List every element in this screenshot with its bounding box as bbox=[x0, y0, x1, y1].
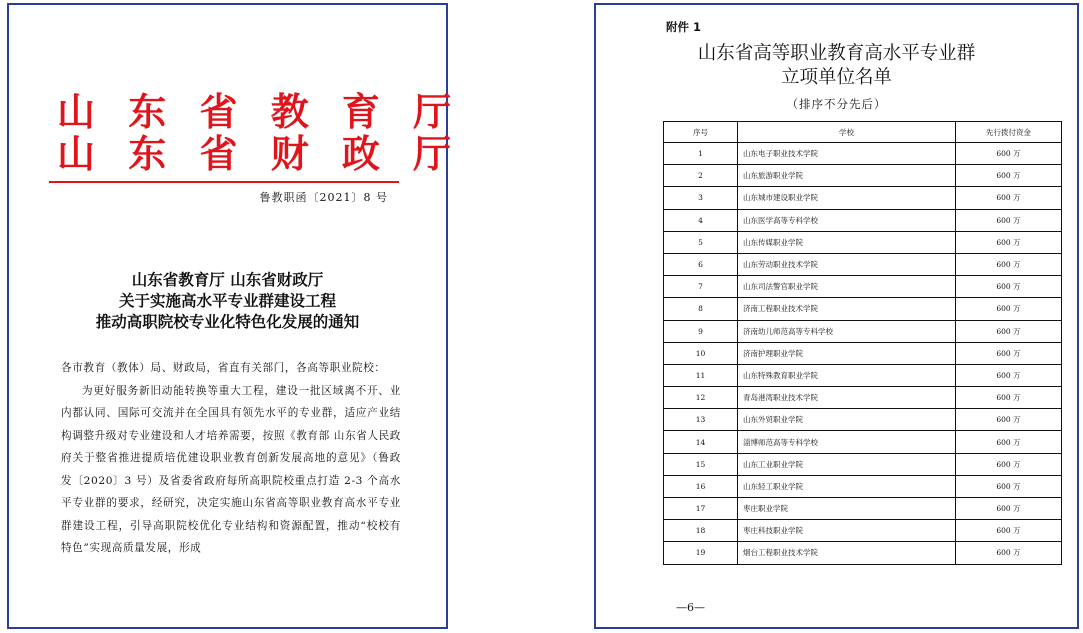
row-number: 19 bbox=[664, 542, 738, 564]
list-title-line-1: 山东省高等职业教育高水平专业群 bbox=[697, 43, 976, 64]
row-funding: 600 万 bbox=[956, 409, 1062, 431]
row-funding: 600 万 bbox=[956, 542, 1062, 564]
row-number: 6 bbox=[664, 253, 738, 275]
header-school: 学校 bbox=[738, 122, 956, 143]
header-number: 序号 bbox=[664, 122, 738, 143]
row-school-name: 山东传媒职业学院 bbox=[738, 231, 956, 253]
row-school-name: 山东特殊教育职业学院 bbox=[738, 364, 956, 386]
school-list-table bbox=[663, 121, 1062, 565]
table-row bbox=[664, 475, 1062, 497]
header-funding: 先行拨付资金 bbox=[956, 122, 1062, 143]
red-separator-line bbox=[49, 181, 399, 183]
table-row bbox=[664, 276, 1062, 298]
row-school-name: 济南幼儿师范高等专科学校 bbox=[738, 320, 956, 342]
row-funding: 600 万 bbox=[956, 143, 1062, 165]
row-number: 7 bbox=[664, 276, 738, 298]
row-school-name: 淄博师范高等专科学校 bbox=[738, 431, 956, 453]
row-number: 5 bbox=[664, 231, 738, 253]
row-school-name: 济南工程职业技术学院 bbox=[738, 298, 956, 320]
row-funding: 600 万 bbox=[956, 320, 1062, 342]
row-funding: 600 万 bbox=[956, 231, 1062, 253]
row-school-name: 山东电子职业技术学院 bbox=[738, 143, 956, 165]
row-number: 1 bbox=[664, 143, 738, 165]
document-number: 鲁教职函〔2021〕8 号 bbox=[259, 191, 388, 204]
row-number: 16 bbox=[664, 475, 738, 497]
row-school-name: 山东劳动职业技术学院 bbox=[738, 253, 956, 275]
row-school-name: 青岛港湾职业技术学院 bbox=[738, 387, 956, 409]
notice-title-line-1: 山东省教育厅 山东省财政厅 bbox=[131, 270, 324, 289]
row-funding: 600 万 bbox=[956, 498, 1062, 520]
row-funding: 600 万 bbox=[956, 453, 1062, 475]
row-funding: 600 万 bbox=[956, 165, 1062, 187]
list-subtitle: （排序不分先后） bbox=[786, 97, 887, 111]
left-document-page bbox=[7, 3, 462, 629]
row-funding: 600 万 bbox=[956, 475, 1062, 497]
row-funding: 600 万 bbox=[956, 187, 1062, 209]
row-number: 3 bbox=[664, 187, 738, 209]
table-row bbox=[664, 209, 1062, 231]
row-funding: 600 万 bbox=[956, 276, 1062, 298]
row-funding: 600 万 bbox=[956, 520, 1062, 542]
row-school-name: 山东司法警官职业学院 bbox=[738, 276, 956, 298]
table-row bbox=[664, 298, 1062, 320]
table-row bbox=[664, 320, 1062, 342]
row-number: 18 bbox=[664, 520, 738, 542]
notice-title-line-2: 关于实施高水平专业群建设工程 bbox=[118, 291, 336, 310]
table-row bbox=[664, 520, 1062, 542]
table-row bbox=[664, 498, 1062, 520]
notice-title-line-3: 推动高职院校专业化特色化发展的通知 bbox=[95, 312, 360, 331]
row-funding: 600 万 bbox=[956, 364, 1062, 386]
table-header-row bbox=[664, 122, 1062, 143]
page-number: —6— bbox=[676, 601, 705, 614]
row-school-name: 山东轻工职业学院 bbox=[738, 475, 956, 497]
row-funding: 600 万 bbox=[956, 387, 1062, 409]
row-funding: 600 万 bbox=[956, 298, 1062, 320]
row-funding: 600 万 bbox=[956, 253, 1062, 275]
row-school-name: 枣庄职业学院 bbox=[738, 498, 956, 520]
notice-salutation: 各市教育（教体）局、财政局，省直有关部门，各高等职业院校： bbox=[61, 362, 386, 374]
table-row bbox=[664, 431, 1062, 453]
row-school-name: 山东旅游职业学院 bbox=[738, 165, 956, 187]
row-number: 11 bbox=[664, 364, 738, 386]
row-number: 8 bbox=[664, 298, 738, 320]
row-number: 17 bbox=[664, 498, 738, 520]
attachment-label: 附件 1 bbox=[666, 20, 702, 34]
table-row bbox=[664, 165, 1062, 187]
row-number: 13 bbox=[664, 409, 738, 431]
row-school-name: 山东医学高等专科学校 bbox=[738, 209, 956, 231]
table-row bbox=[664, 542, 1062, 564]
row-number: 14 bbox=[664, 431, 738, 453]
table-row bbox=[664, 342, 1062, 364]
row-school-name: 山东城市建设职业学院 bbox=[738, 187, 956, 209]
notice-paragraph: 为更好服务新旧动能转换等重大工程，建设一批区域离不开、业内都认同、国际可交流并在全国具有领先水平的专业群，适应产业结构调整升级对专业建设和人才培养需要，按照《教育部 山东省人民政府关于整省推进提质培优建设职业教育创新发展高地的意见》（鲁政发〔2020〕3 号）及省委省政府每所高职院校重点打造 2-3 个高水平专业群的要求，经研究，决定实施山东省高等职业教育高水平专业群建设工程，引导高职院校优化专业结构和资源配置，推动“校校有特色”实现高质量发展，形成 bbox=[61, 384, 401, 554]
issuer-header-education: 山 东 省 教 育 厅 bbox=[57, 89, 462, 134]
table-row bbox=[664, 231, 1062, 253]
row-number: 10 bbox=[664, 342, 738, 364]
row-number: 2 bbox=[664, 165, 738, 187]
row-school-name: 枣庄科技职业学院 bbox=[738, 520, 956, 542]
row-number: 4 bbox=[664, 209, 738, 231]
issuer-header-finance: 山 东 省 财 政 厅 bbox=[57, 131, 462, 176]
table-row bbox=[664, 187, 1062, 209]
right-document-page bbox=[594, 3, 1079, 629]
table-row bbox=[664, 364, 1062, 386]
table-row bbox=[664, 253, 1062, 275]
row-school-name: 烟台工程职业技术学院 bbox=[738, 542, 956, 564]
row-school-name: 山东外贸职业学院 bbox=[738, 409, 956, 431]
row-number: 12 bbox=[664, 387, 738, 409]
row-funding: 600 万 bbox=[956, 342, 1062, 364]
table-row bbox=[664, 143, 1062, 165]
row-funding: 600 万 bbox=[956, 431, 1062, 453]
row-number: 9 bbox=[664, 320, 738, 342]
table-body bbox=[664, 143, 1062, 565]
row-school-name: 山东工业职业学院 bbox=[738, 453, 956, 475]
row-school-name: 济南护理职业学院 bbox=[738, 342, 956, 364]
table-row bbox=[664, 387, 1062, 409]
list-title-line-2: 立项单位名单 bbox=[780, 67, 892, 88]
table-row bbox=[664, 409, 1062, 431]
notice-body bbox=[61, 357, 401, 560]
row-number: 15 bbox=[664, 453, 738, 475]
table-row bbox=[664, 453, 1062, 475]
row-funding: 600 万 bbox=[956, 209, 1062, 231]
